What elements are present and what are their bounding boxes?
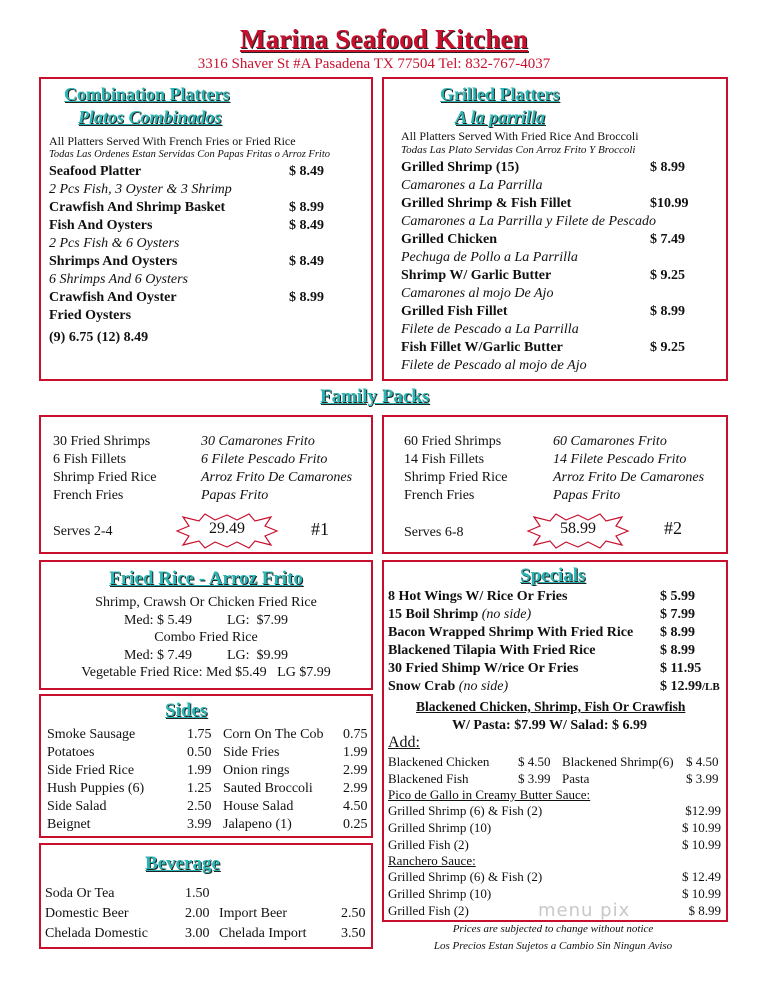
grilled-item-name: Shrimp W/ Garlic Butter (401, 268, 552, 283)
fried-rice-line: Med: $ 7.49 LG: $9.99 (123, 647, 289, 663)
family-pack-item-es: 30 Camarones Frito (201, 434, 315, 449)
family-pack-item-es: 60 Camarones Frito (553, 434, 667, 449)
ranchero-item-name: Grilled Fish (2) (388, 903, 469, 918)
special-item-price (660, 660, 701, 678)
side-item-name: Hush Puppies (6) (47, 781, 145, 796)
combination-item-name: 2 Pcs Fish & 6 Oysters (49, 236, 180, 251)
combination-item-name: Fish And Oysters (49, 218, 153, 233)
pico-item-name: Grilled Fish (2) (388, 837, 469, 852)
grilled-item-price: $ 8.99 (650, 304, 685, 319)
special-item-label: Blackened Tilapia With Fried Rice (388, 643, 596, 658)
special-item-name (388, 606, 531, 624)
grilled-item-name: Camarones a La Parrilla (401, 178, 543, 193)
special-item-price-value: $ 8.99 (660, 625, 695, 640)
family-pack-item-en: Shrimp Fried Rice (404, 470, 508, 485)
special-item-price-value: $ 7.99 (660, 607, 695, 622)
add-item-price: $ 3.99 (686, 771, 719, 786)
special-item-price-value: $ 5.99 (660, 589, 695, 604)
side-item-name: Side Fried Rice (47, 763, 135, 778)
family-pack-2-number: #2 (664, 518, 682, 538)
special-item-price-value: $ 12.99 (660, 679, 702, 694)
grilled-item-price: $ 7.49 (650, 232, 685, 247)
grilled-note-es: Todas Las Plato Servidas Con Arroz Frito Y Broccoli (401, 144, 636, 156)
add-item-name: Pasta (562, 771, 590, 786)
special-item-name (388, 678, 508, 696)
side-item-price: 0.50 (187, 745, 212, 760)
grilled-item-name: Pechuga de Pollo a La Parrilla (401, 250, 578, 265)
grilled-heading-es: A la parrilla (455, 107, 546, 127)
beverage-item-name: Chelada Domestic (45, 926, 149, 941)
grilled-note-en: All Platters Served With Fried Rice And Broccoli (401, 129, 639, 143)
family-pack-item-es: Papas Frito (201, 488, 269, 503)
special-item-unit: /LB (702, 681, 720, 693)
grilled-item-price: $ 8.99 (650, 160, 685, 175)
beverage-item-name: Import Beer (219, 906, 288, 921)
pico-label: Pico de Gallo in Creamy Butter Sauce: (388, 787, 591, 802)
grilled-item-name: Fish Fillet W/Garlic Butter (401, 340, 563, 355)
combination-item-name: 2 Pcs Fish, 3 Oyster & 3 Shrimp (49, 182, 232, 197)
sides-heading: Sides (165, 700, 208, 721)
pico-item-name: Grilled Shrimp (10) (388, 820, 492, 835)
family-pack-item-es: Papas Frito (553, 488, 621, 503)
fried-rice-line: Med: $ 5.49 LG: $7.99 (123, 612, 289, 628)
restaurant-title: Marina Seafood Kitchen (240, 24, 528, 54)
add-item-name: Blackened Shrimp(6) (562, 754, 674, 769)
beverage-item-price: 2.50 (341, 906, 366, 921)
beverage-section (39, 843, 373, 949)
special-item-name (388, 624, 633, 642)
grilled-item-price: $ 9.25 (650, 268, 685, 283)
grilled-heading-en: Grilled Platters (440, 84, 560, 104)
family-packs-heading: Family Packs (320, 386, 430, 407)
beverage-item-name: Domestic Beer (45, 906, 129, 921)
special-item-price-value: $ 11.95 (660, 661, 702, 676)
beverage-item-price: 3.00 (185, 926, 210, 941)
side-item-name: Side Salad (47, 799, 107, 814)
side-item-name: House Salad (223, 799, 294, 814)
beverage-item-price: 3.50 (341, 926, 366, 941)
special-item-label: 15 Boil Shrimp (388, 607, 482, 622)
ranchero-item-name: Grilled Shrimp (10) (388, 886, 492, 901)
side-item-name: Beignet (47, 817, 91, 832)
combination-platters-section (39, 77, 373, 381)
sides-section (39, 694, 373, 838)
fried-rice-line: Vegetable Fried Rice: Med $5.49 LG $7.99 (81, 665, 331, 680)
side-item-name: Side Fries (223, 745, 280, 760)
side-item-price: 4.50 (343, 799, 368, 814)
pico-item-name: Grilled Shrimp (6) & Fish (2) (388, 803, 543, 818)
combination-item-price: $ 8.99 (289, 290, 324, 305)
add-item-price: $ 4.50 (518, 754, 551, 769)
side-item-price: 2.50 (187, 799, 212, 814)
side-item-price: 1.99 (187, 763, 212, 778)
family-pack-2-serves: Serves 6-8 (404, 525, 464, 540)
combination-item-name: Fried Oysters (49, 308, 132, 323)
grilled-item-name: Grilled Shrimp (15) (401, 160, 520, 175)
grilled-item-price: $ 9.25 (650, 340, 685, 355)
combination-item-name: Seafood Platter (49, 164, 142, 179)
ranchero-item-price: $ 10.99 (682, 886, 721, 901)
add-item-name: Blackened Chicken (388, 754, 490, 769)
watermark: menu pix (538, 900, 631, 921)
family-pack-1-price: 29.49 (209, 520, 245, 537)
side-item-name: Potatoes (47, 745, 95, 760)
side-item-price: 0.75 (343, 727, 368, 742)
grilled-item-name: Grilled Chicken (401, 232, 498, 247)
special-item-label: 30 Fried Shimp W/rice Or Fries (388, 661, 579, 676)
side-item-name: Jalapeno (1) (223, 817, 292, 832)
family-pack-item-en: Shrimp Fried Rice (53, 470, 157, 485)
grilled-item-name: Grilled Fish Fillet (401, 304, 508, 319)
side-item-price: 1.99 (343, 745, 368, 760)
special-item-name (388, 660, 578, 678)
add-item-price: $ 3.99 (518, 771, 551, 786)
family-pack-1 (39, 415, 373, 554)
beverage-heading: Beverage (145, 853, 220, 874)
side-item-price: 3.99 (187, 817, 212, 832)
combination-note-en: All Platters Served With French Fries or Fried Rice (49, 134, 296, 148)
grilled-item-name: Camarones a La Parrilla y Filete de Pescado (401, 214, 656, 229)
grilled-item-name: Filete de Pescado al mojo de Ajo (401, 358, 587, 373)
combination-item-name: Shrimps And Oysters (49, 254, 178, 269)
grilled-item-name: Camarones al mojo De Ajo (401, 286, 554, 301)
blackened-prices: W/ Pasta: $7.99 W/ Salad: $ 6.99 (452, 718, 647, 733)
grilled-item-name: Grilled Shrimp & Fish Fillet (401, 196, 572, 211)
special-item-price (660, 624, 695, 642)
family-pack-1-serves: Serves 2-4 (53, 524, 113, 539)
combination-item-price: $ 8.49 (289, 254, 324, 269)
grilled-platters-section (382, 77, 728, 381)
pico-item-price: $ 10.99 (682, 820, 721, 835)
combination-item-name: (9) 6.75 (12) 8.49 (49, 330, 149, 345)
special-item-price (660, 588, 695, 606)
family-pack-item-es: Arroz Frito De Camarones (201, 470, 353, 485)
side-item-price: 0.25 (343, 817, 368, 832)
grilled-item-name: Filete de Pescado a La Parrilla (401, 322, 579, 337)
beverage-item-name: Chelada Import (219, 926, 307, 941)
special-item-price (660, 642, 695, 660)
combination-item-name: Crawfish And Oyster (49, 290, 177, 305)
special-item-name (388, 588, 567, 606)
family-pack-item-es: 14 Filete Pescado Frito (553, 452, 687, 467)
special-item-note: (no side) (481, 607, 532, 622)
special-item-name (388, 642, 595, 660)
side-item-name: Corn On The Cob (223, 727, 324, 742)
blackened-title: Blackened Chicken, Shrimp, Fish Or Crawfish (416, 699, 686, 714)
family-pack-item-es: Arroz Frito De Camarones (553, 470, 705, 485)
specials-section (382, 560, 728, 922)
side-item-price: 1.25 (187, 781, 212, 796)
ranchero-item-price: $ 12.49 (682, 869, 721, 884)
ranchero-item-price: $ 8.99 (688, 903, 721, 918)
ranchero-label: Ranchero Sauce: (388, 853, 476, 868)
family-pack-item-en: 14 Fish Fillets (404, 452, 485, 467)
fried-rice-line: Combo Fried Rice (154, 630, 258, 645)
pico-item-price: $ 10.99 (682, 837, 721, 852)
family-pack-item-en: French Fries (404, 488, 475, 503)
add-item-name: Blackened Fish (388, 771, 469, 786)
footer-note-en: Prices are subjected to change without notice (452, 923, 654, 935)
combination-item-name: 6 Shrimps And 6 Oysters (49, 272, 188, 287)
ranchero-item-name: Grilled Shrimp (6) & Fish (2) (388, 869, 543, 884)
special-item-label: 8 Hot Wings W/ Rice Or Fries (388, 589, 568, 604)
add-item-price: $ 4.50 (686, 754, 719, 769)
fried-rice-section (39, 560, 373, 690)
family-pack-1-number: #1 (311, 519, 329, 539)
side-item-name: Smoke Sausage (47, 727, 136, 742)
add-label: Add: (388, 734, 420, 751)
combination-heading-es: Platos Combinados (78, 107, 222, 127)
combination-item-price: $ 8.49 (289, 218, 324, 233)
beverage-item-name: Soda Or Tea (45, 886, 115, 901)
special-item-price (660, 606, 695, 624)
combination-note-es: Todas Las Ordenes Estan Servidas Con Papas Fritas o Arroz Frito (49, 149, 331, 160)
special-item-price-value: $ 8.99 (660, 643, 695, 658)
fried-rice-line: Shrimp, Crawsh Or Chicken Fried Rice (95, 595, 317, 610)
family-pack-item-en: French Fries (53, 488, 124, 503)
family-pack-item-en: 6 Fish Fillets (53, 452, 127, 467)
special-item-label: Snow Crab (388, 679, 459, 694)
combination-heading-en: Combination Platters (64, 84, 230, 104)
combination-item-price: $ 8.49 (289, 164, 324, 179)
side-item-price: 2.99 (343, 763, 368, 778)
family-pack-item-es: 6 Filete Pescado Frito (201, 452, 328, 467)
footer-note-es: Los Precios Estan Sujetos a Cambio Sin Ningun Aviso (433, 940, 673, 952)
combination-item-price: $ 8.99 (289, 200, 324, 215)
special-item-note: (no side) (458, 679, 509, 694)
special-item-label: Bacon Wrapped Shrimp With Fried Rice (388, 625, 634, 640)
special-item-price (660, 678, 720, 696)
side-item-name: Onion rings (223, 763, 290, 778)
pico-item-price: $12.99 (685, 803, 721, 818)
side-item-price: 2.99 (343, 781, 368, 796)
restaurant-address: 3316 Shaver St #A Pasadena TX 77504 Tel: 832-767-4037 (197, 56, 551, 72)
combination-item-name: Crawfish And Shrimp Basket (49, 200, 226, 215)
side-item-name: Sauted Broccoli (223, 781, 313, 796)
family-pack-2-price: 58.99 (560, 520, 596, 537)
side-item-price: 1.75 (187, 727, 212, 742)
fried-rice-heading: Fried Rice - Arroz Frito (109, 568, 303, 589)
family-pack-item-en: 60 Fried Shrimps (404, 434, 502, 449)
specials-heading: Specials (520, 565, 586, 586)
family-pack-2 (382, 415, 728, 554)
beverage-item-price: 1.50 (185, 886, 210, 901)
beverage-item-price: 2.00 (185, 906, 210, 921)
grilled-item-price: $10.99 (650, 196, 689, 211)
family-pack-item-en: 30 Fried Shrimps (53, 434, 151, 449)
